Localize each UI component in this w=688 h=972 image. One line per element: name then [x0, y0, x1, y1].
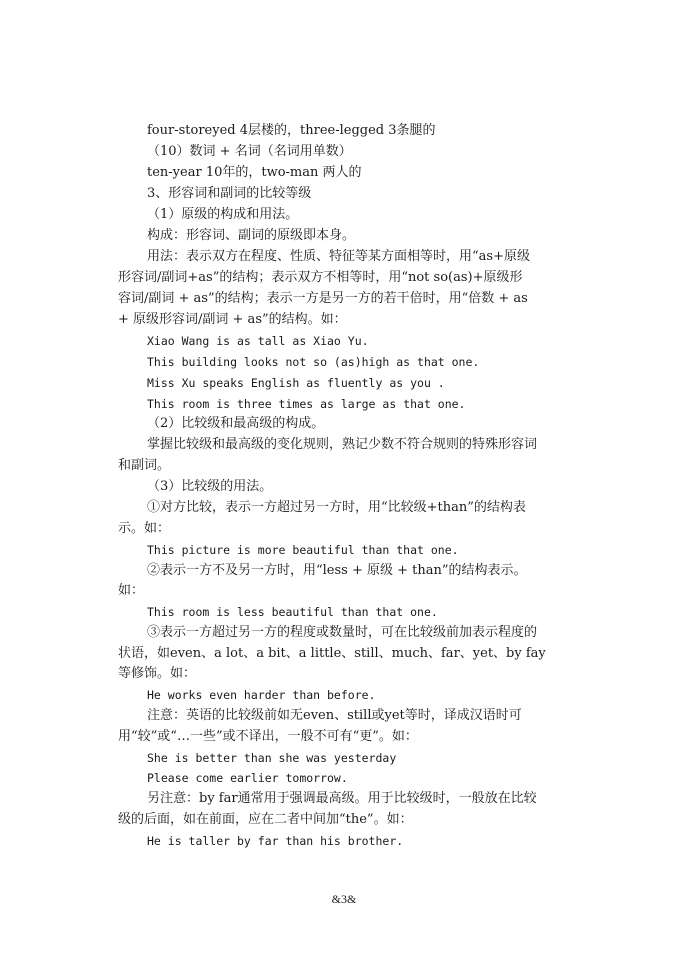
example-sentence: This room is less beautiful than that one. — [147, 605, 438, 619]
text-line: 级的后面，如在前面，应在二者中间加“the”。如： — [118, 812, 413, 827]
text-line: ten-year 10年的，two-man 两人的 — [147, 165, 362, 180]
text-line: ①对方比较，表示一方超过另一方时，用“比较级+than”的结构表 — [147, 500, 526, 515]
text-line: 另注意：by far通常用于强调最高级。用于比较级时，一般放在比较 — [147, 791, 537, 806]
example-sentence: Please come earlier tomorrow. — [147, 771, 348, 785]
text-line: 示。如： — [118, 521, 171, 536]
text-line: 注意：英语的比较级前如无even、still或yet等时，译成汉语时可 — [147, 708, 522, 723]
text-line: 和副词。 — [118, 458, 171, 473]
text-line: 等修饰。如： — [118, 666, 197, 681]
section-heading: 3、形容词和副词的比较等级 — [147, 186, 312, 201]
example-sentence: Xiao Wang is as tall as Xiao Yu. — [147, 334, 369, 348]
text-line: 如： — [118, 583, 145, 598]
example-sentence: He is taller by far than his brother. — [147, 834, 404, 848]
subsection-heading: （2）比较级和最高级的构成。 — [147, 416, 325, 431]
text-line: 容词/副词 + as”的结构；表示一方是另一方的若干倍时，用“倍数 + as — [118, 291, 528, 306]
text-line: 用法：表示双方在程度、性质、特征等某方面相等时，用“as+原级 — [147, 249, 530, 264]
example-sentence: This building looks not so (as)high as that one. — [147, 355, 480, 369]
example-sentence: This picture is more beautiful than that one. — [147, 543, 459, 557]
example-sentence: She is better than she was yesterday — [147, 751, 397, 765]
text-line: 掌握比较级和最高级的变化规则，熟记少数不符合规则的特殊形容词 — [147, 437, 538, 452]
text-line: ②表示一方不及另一方时，用“less + 原级 + than”的结构表示。 — [147, 563, 527, 578]
example-sentence: Miss Xu speaks English as fluently as you . — [147, 376, 445, 390]
text-line: 构成：形容词、副词的原级即本身。 — [147, 228, 356, 243]
subsection-heading: （3）比较级的用法。 — [147, 479, 273, 494]
text-line: + 原级形容词/副词 + as”的结构。如： — [118, 312, 347, 327]
example-sentence: He works even harder than before. — [147, 688, 376, 702]
text-line: 形容词/副词+as”的结构；表示双方不相等时，用“not so(as)+原级形 — [118, 270, 523, 285]
subsection-heading: （1）原级的构成和用法。 — [147, 207, 299, 222]
text-line: 状语，如even、a lot、a bit、a little、still、much、far、yet、by fay — [118, 646, 546, 661]
text-line: four-storeyed 4层楼的，three-legged 3条腿的 — [147, 123, 436, 138]
page-number: &3& — [331, 892, 357, 906]
text-line: 用“较”或“…一些”或不译出，一般不可有“更”。如： — [118, 729, 418, 744]
text-line: （10）数词 + 名词（名词用单数） — [147, 144, 352, 159]
text-line: ③表示一方超过另一方的程度或数量时，可在比较级前加表示程度的 — [147, 625, 538, 640]
example-sentence: This room is three times as large as that one. — [147, 397, 466, 411]
